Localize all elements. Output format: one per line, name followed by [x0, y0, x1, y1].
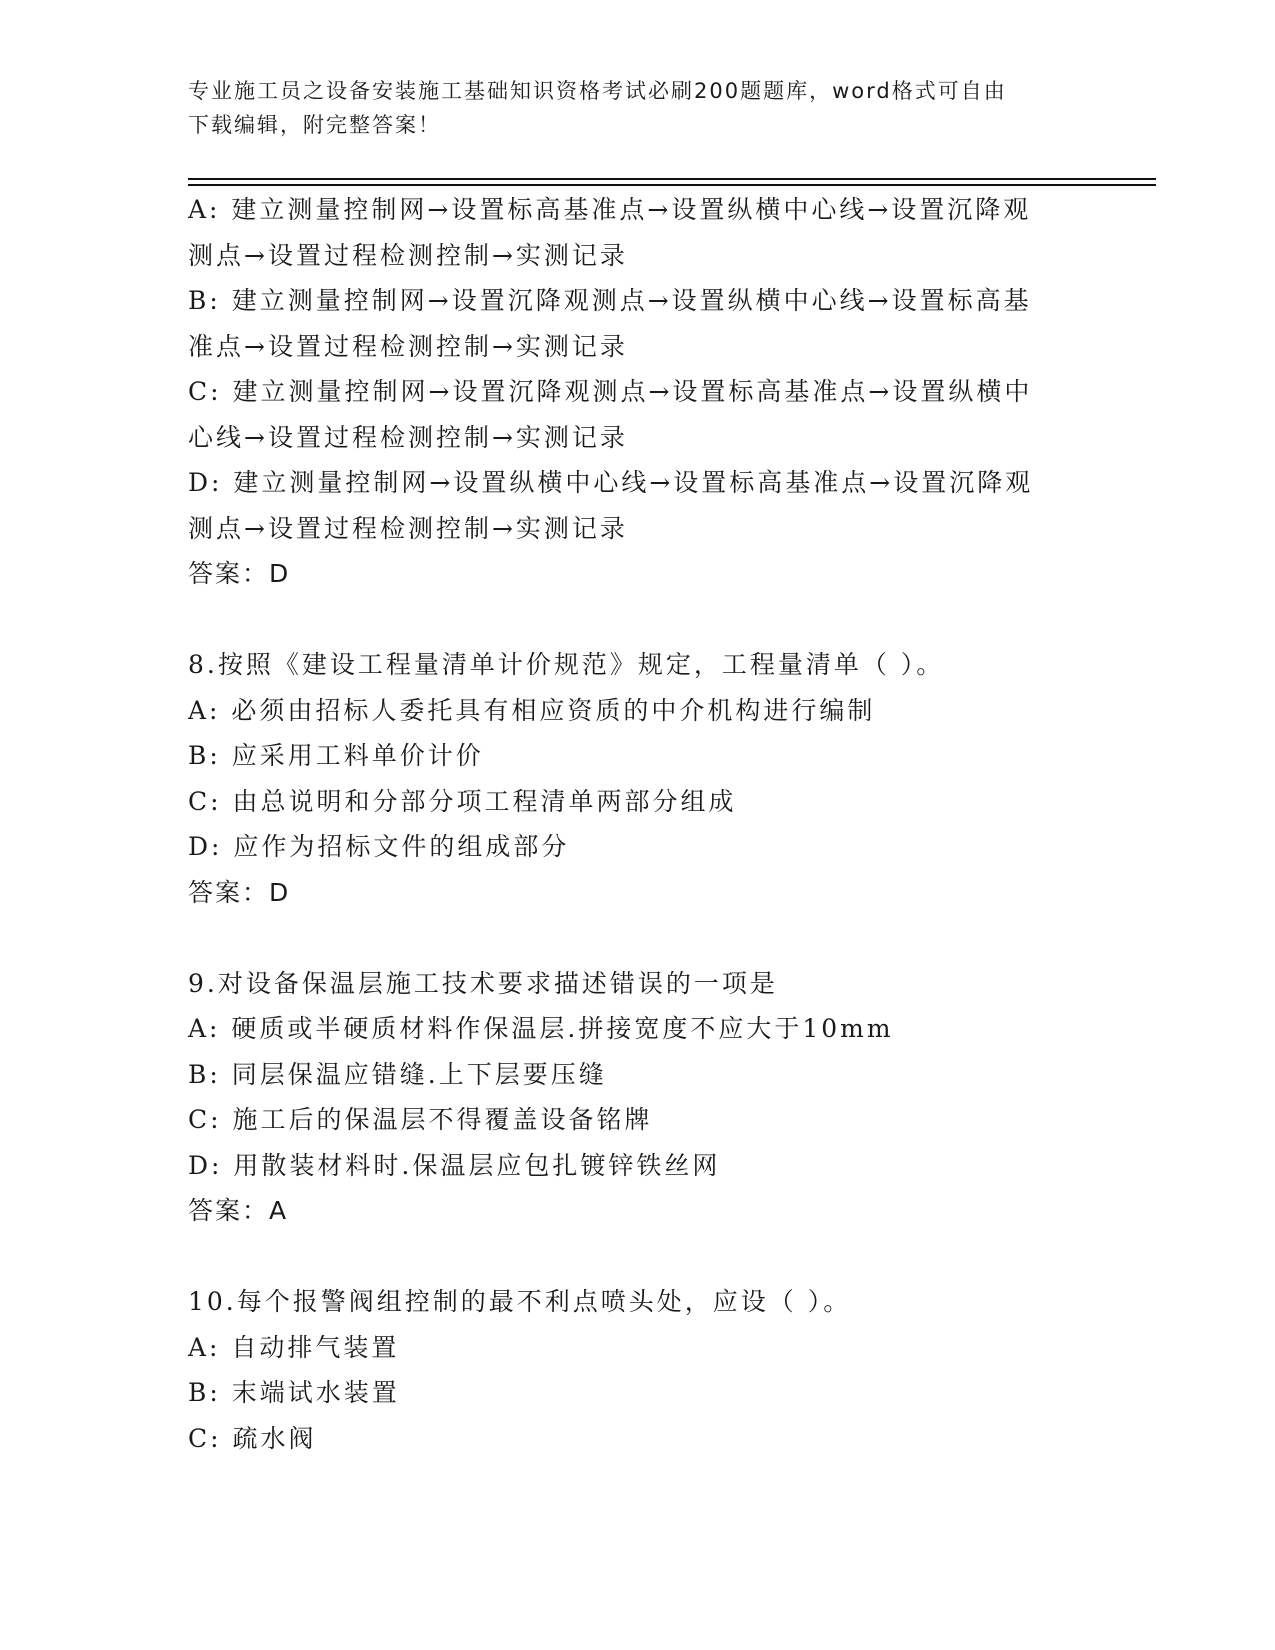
question-list [188, 187, 1088, 1461]
question-9 [188, 961, 1088, 1234]
q10-option-b: B: 末端试水装置 [188, 1378, 400, 1407]
q10-option-a: A: 自动排气装置 [188, 1332, 400, 1362]
question-8 [188, 642, 1088, 915]
q8-option-d: D: 应作为招标文件的组成部分 [188, 832, 570, 861]
q7-option-a-line-1: A: 建立测量控制网→设置标高基准点→设置纵横中心线→设置沉降观 [188, 195, 1032, 224]
q9-option-d: D: 用散装材料时.保温层应包扎镀锌铁丝网 [188, 1150, 721, 1180]
q8-option-a: A: 必须由招标人委托具有相应资质的中介机构进行编制 [188, 695, 876, 725]
spacer [188, 915, 1088, 961]
question-7 [188, 187, 1088, 597]
q9-question: 9.对设备保温层施工技术要求描述错误的一项是 [188, 968, 778, 998]
header-divider-bottom [188, 184, 1156, 186]
q7-option-d-line-1: D: 建立测量控制网→设置纵横中心线→设置标高基准点→设置沉降观 [188, 468, 1034, 497]
header-title-line-1: 专业施工员之设备安装施工基础知识资格考试必刷200题题库，word格式可自由 [188, 79, 1007, 103]
q8-option-c: C: 由总说明和分部分项工程清单两部分组成 [188, 786, 737, 816]
q7-option-b-line-1: B: 建立测量控制网→设置沉降观测点→设置纵横中心线→设置标高基 [188, 286, 1032, 315]
q7-option-d-line-2: 测点→设置过程检测控制→实测记录 [188, 513, 628, 543]
document-header [188, 74, 1068, 142]
q7-option-c-line-2: 心线→设置过程检测控制→实测记录 [188, 422, 628, 452]
header-divider-top [188, 178, 1156, 180]
q8-option-b: B: 应采用工料单价计价 [188, 741, 484, 770]
q7-option-c-line-1: C: 建立测量控制网→设置沉降观测点→设置标高基准点→设置纵横中 [188, 377, 1033, 406]
q8-answer: 答案：D [188, 877, 291, 907]
header-title-line-2: 下载编辑，附完整答案！ [188, 113, 441, 137]
question-10 [188, 1279, 1088, 1461]
q10-question: 10.每个报警阀组控制的最不利点喷头处，应设（ ）。 [188, 1287, 852, 1316]
q7-option-b-line-2: 准点→设置过程检测控制→实测记录 [188, 331, 628, 361]
spacer [188, 1234, 1088, 1280]
q7-answer: 答案：D [188, 559, 291, 588]
q9-option-b: B: 同层保温应错缝.上下层要压缝 [188, 1059, 607, 1089]
q9-option-a: A: 硬质或半硬质材料作保温层.拼接宽度不应大于10mm [188, 1014, 894, 1043]
q8-question: 8.按照《建设工程量清单计价规范》规定，工程量清单（ ）。 [188, 650, 945, 679]
spacer [188, 597, 1088, 643]
q10-option-c: C: 疏水阀 [188, 1423, 317, 1453]
q7-option-a-line-2: 测点→设置过程检测控制→实测记录 [188, 240, 628, 270]
q9-option-c: C: 施工后的保温层不得覆盖设备铭牌 [188, 1105, 653, 1134]
q9-answer: 答案：A [188, 1196, 289, 1225]
